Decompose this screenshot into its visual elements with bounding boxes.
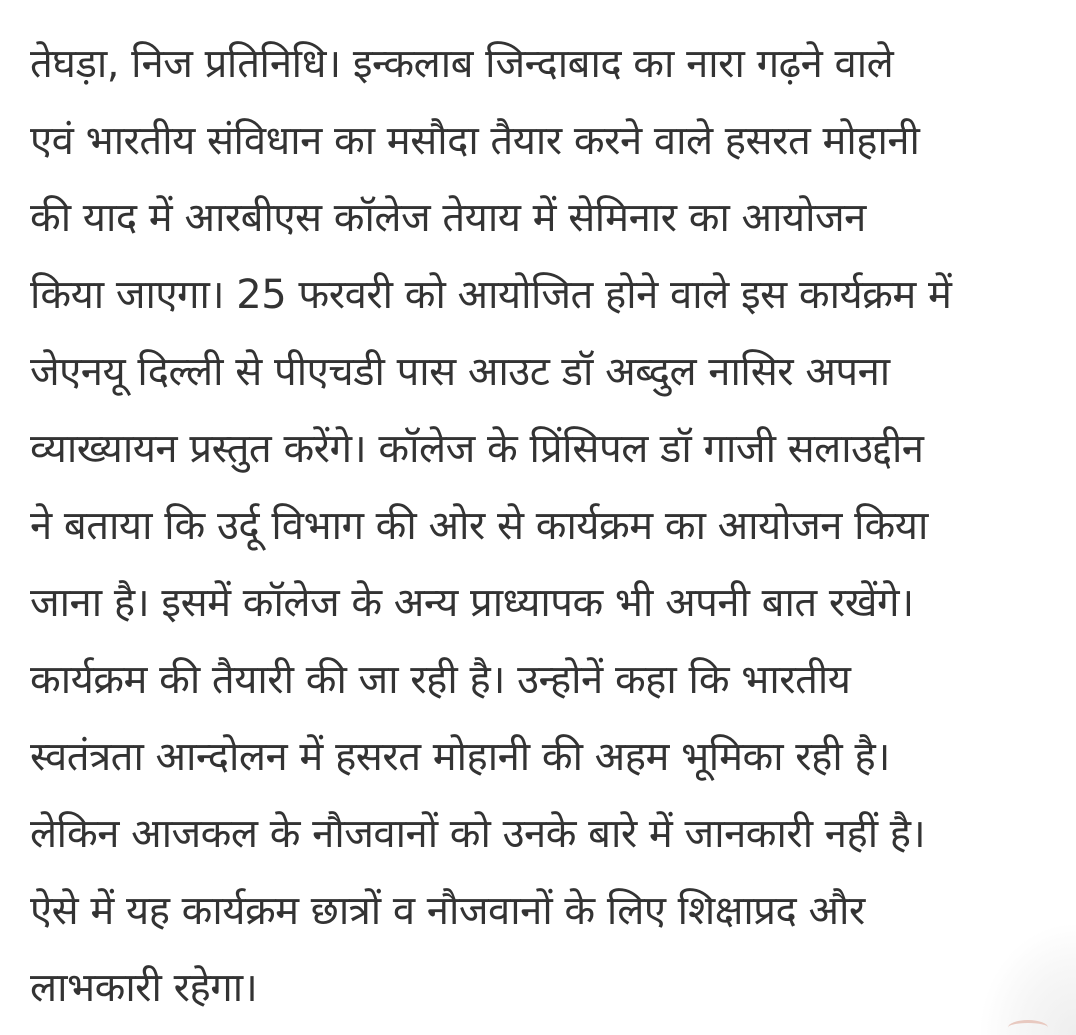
article-line: स्वतंत्रता आन्दोलन में हसरत मोहानी की अहम भूमिका रही है।: [30, 734, 890, 780]
article-line: लेकिन आजकल के नौजवानों को उनके बारे में जानकारी नहीं है।: [30, 811, 926, 857]
article-line: तेघड़ा, निज प्रतिनिधि। इन्कलाब जिन्दाबाद का नारा गढ़ने वाले: [30, 41, 894, 87]
article-line: जाना है। इसमें कॉलेज के अन्य प्राध्यापक भी अपनी बात रखेंगे।: [30, 580, 914, 626]
article-line: जेएनयू दिल्ली से पीएचडी पास आउट डॉ अब्दुल नासिर अपना: [30, 349, 890, 395]
corner-image-fragment: [981, 925, 1076, 1035]
article-line: किया जाएगा। 25 फरवरी को आयोजित होने वाले इस कार्यक्रम में: [30, 272, 952, 318]
article-line: की याद में आरबीएस कॉलेज तेयाय में सेमिनार का आयोजन: [30, 195, 866, 241]
corner-decoration: [1008, 1020, 1048, 1035]
article-line: ऐसे में यह कार्यक्रम छात्रों व नौजवानों के लिए शिक्षाप्रद और: [30, 888, 865, 934]
article-line: एवं भारतीय संविधान का मसौदा तैयार करने वाले हसरत मोहानी: [30, 118, 920, 164]
article-line: व्याख्यायन प्रस्तुत करेंगे। कॉलेज के प्रिंसिपल डॉ गाजी सलाउद्दीन: [30, 426, 924, 472]
article-line: कार्यक्रम की तैयारी की जा रही है। उन्होनें कहा कि भारतीय: [30, 657, 851, 703]
article-body: [30, 26, 1060, 1027]
article-line: ने बताया कि उर्दू विभाग की ओर से कार्यक्रम का आयोजन किया: [30, 503, 928, 549]
article-line: लाभकारी रहेगा।: [30, 965, 258, 1011]
